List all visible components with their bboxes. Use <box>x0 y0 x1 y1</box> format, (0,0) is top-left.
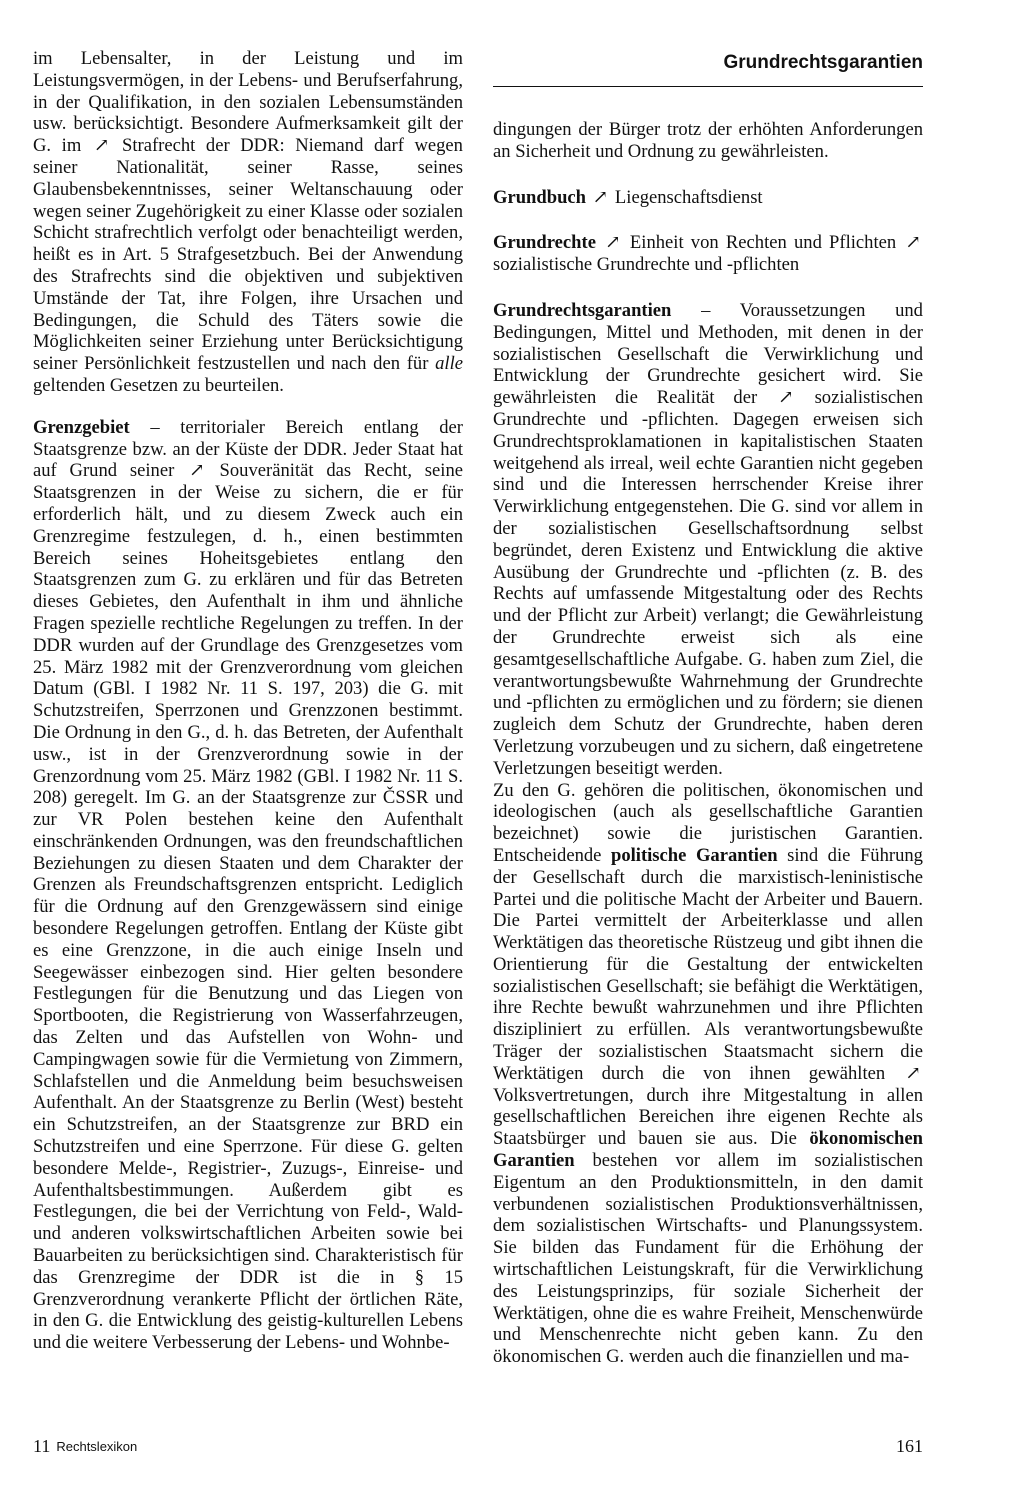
reference-arrow-icon: ↗ <box>93 135 110 157</box>
entry-term: Grundbuch <box>493 186 587 208</box>
bold-term: ökonomischen Garantien <box>493 1128 923 1172</box>
entry-grenzgebiet <box>33 417 463 1354</box>
paragraph-text-1: Zu den G. gehören die politischen, ökonomischen und ideologischen (auch als gesellschaftliche Garantien bezeichnet) sowie die juristischen Garantien. Entscheidende <box>493 779 923 866</box>
cross-reference: Volksvertretungen <box>493 1084 629 1106</box>
entry-term: Grenzgebiet <box>33 416 130 438</box>
paragraph-text-4: bestehen vor allem im sozialistischen Eigentum an den Produktionsmitteln, in den damit verbundenen sozialistischen Produktionsverhältnissen, dem sozialistischen Wirtschafts- und Planungssystem. Sie bilden das Fundament für die Erhöhung der wirtschaftlichen Leistungskraft, für die Verwirklichung des Leistungsprinzips, für soziale Sicherheit der Werktätigen, ohne die es wahre Freiheit, Menschenwürde und Menschenrechte nicht geben kann. Zu den ökonomischen G. werden auch die finanziellen und ma- <box>493 1150 923 1368</box>
paragraph-text-2: sind die Führung der Gesellschaft durch die marxistisch-leninistische Partei und die politische Macht der Arbeiter und Bauern. Die Partei vermittelt der Arbeiterklasse und allen Werktätigen das theoretische Rüstzeug und gibt ihnen die Orientierung für die Gestaltung der entwickelten sozialistischen Gesellschaft; sie befähigt die Werktätigen, ihre Rechte bewußt wahrzunehmen und ihre Pflichten diszipliniert zu erfüllen. Als verantwortungsbewußte Träger der sozialistischen Staatsmacht sichern die Werktätigen durch die von ihnen gewählten <box>493 844 923 1084</box>
reference-arrow-icon: ↗ <box>592 186 609 208</box>
entry-text-1: – Voraussetzungen und Bedingungen, Mittel und Methoden, mit denen in der sozialistischen Gesellschaft die Verwirklichung und Entwicklung der Grundrechte gesichert wird. Sie gewährleisten die Realität der <box>493 299 923 409</box>
cross-reference: Strafrecht der DDR <box>122 135 280 157</box>
right-column <box>493 119 923 1368</box>
page-number: 161 <box>896 1436 923 1456</box>
entry-grundrechtsgarantien <box>493 300 923 780</box>
continuation-paragraph: dingungen der Bürger trotz der erhöhten Anforderungen an Sicherheit und Ordnung zu gewährleisten. <box>493 119 923 162</box>
continuation-paragraph <box>33 48 463 397</box>
cross-reference: Einheit von Rechten und Pflichten <box>629 232 897 254</box>
footer-signature <box>33 1436 137 1457</box>
continuation-text-2: : Niemand darf wegen seiner Nationalität, seiner Rasse, seines Glaubensbekenntnisses, seiner Weltanschauung oder wegen seiner Zugehörigkeit zu einer Klasse oder sozialen Schicht strafrechtlich verfolgt oder benachteiligt werden, heißt es in Art. 5 Strafgesetzbuch. Bei der Anwendung des Strafrechts sind die objektiven und subjektiven Umstände der Tat, ihre Folgen, ihre Ursachen und Bedingungen, die Schuld des Täters sowie die Möglichkeiten seiner Erziehung unter Berücksichtigung seiner Persönlichkeit festzustellen und nach den für <box>33 135 463 375</box>
cross-reference: sozialistische Grundrechte und -pflichten <box>493 254 800 276</box>
continuation-text-3: geltenden Gesetzen zu beurteilen. <box>33 374 284 396</box>
entry-grundrechte <box>493 232 923 276</box>
entry-text-1: – territorialer Bereich entlang der Staatsgrenze bzw. an der Küste der DDR. Jeder Staat hat auf Grund seiner <box>33 416 463 482</box>
entry-text-2: . Dagegen erweisen sich Grundrechtsproklamationen in kapitalistischen Staaten weitgehend als irreal, weil echte Garantien nicht gegeben sind und die Interessen herrschender Kreise ihrer Verwirklichung entgegenstehen. Die G. sind vor allem in der sozialistischen Gesellschaftsordnung selbst begründet, deren Existenz und Entwicklung die aktive Ausübung der Grundrechte und -pflichten (z. B. des Rechts auf umfassende Mitgestaltung oder des Rechts und der Pflicht zur Arbeit) verlangt; die Gewährleistung der Grundrechte erweist sich als eine gesamtgesellschaftliche Aufgabe. G. haben zum Ziel, die verantwortungsbewußte Wahrnehmung der Grundrechte und -pflichten zu ermöglichen und zu fördern; sie dienen zugleich dem Schutz der Grundrechte, haben deren Verletzung vorzubeugen und zu sichern, daß eingetretene Verletzungen beseitigt werden. <box>493 408 923 779</box>
header-rule <box>493 86 923 87</box>
reference-arrow-icon: ↗ <box>189 460 205 482</box>
cross-reference: sozialistischen Grundrechte und -pflichten <box>493 387 924 430</box>
reference-arrow-icon: ↗ <box>905 232 921 254</box>
entry-term: Grundrechtsgarantien <box>493 299 672 321</box>
entry-text-2: das Recht, seine Staatsgrenzen in der Weise zu sichern, die er für erforderlich hält, und zu diesem Zweck auch ein Grenzregime festzulegen, d. h., einen bestimmten Bereich seines Hoheitsgebietes entlang den Staatsgrenzen zum G. zu erklären und für das Betreten dieses Gebietes, den Aufenthalt in ihm und ähnliche Fragen spezielle rechtliche Regelungen zu treffen. In der DDR wurden auf der Grundlage des Grenzgesetzes vom 25. März 1982 mit der Grenzverordnung vom gleichen Datum (GBl. I 1982 Nr. 11 S. 197, 203) die G. mit Schutzstreifen, Sperrzonen und Grenzzonen bestimmt. Die Ordnung in den G., d. h. das Betreten, der Aufenthalt usw., ist in der Grenzverordnung sowie in der Grenzordnung vom 25. März 1982 (GBl. I 1982 Nr. 11 S. 208) geregelt. Im G. an der Staatsgrenze zur ČSSR und zur VR Polen bestehen keine den Aufenthalt einschränkenden Ordnungen, was den freundschaftlichen Beziehungen zu diesen Staaten und dem Charakter der Grenzen als Freundschaftsgrenzen entspricht. Lediglich für die Ordnung auf den Grenzgewässern sind einige besondere Regelungen getroffen. Entlang der Küste gibt es eine Grenzzone, in die auch einige Inseln und Seegewässer einbezogen sind. Hier gelten besondere Festlegungen für die Benutzung und das Liegen von Sportbooten, die Registrierung von Wasserfahrzeugen, das Zelten und das Aufstellen von Wohn- und Campingwagen sowie für die Vermietung von Zimmern, Schlafstellen und die Anmeldung beim besuchsweisen Aufenthalt. An der Staatsgrenze zu Berlin (West) besteht ein Schutzstreifen, an der Staatsgrenze zur BRD ein Schutzstreifen und eine Sperrzone. Für diese G. gelten besondere Melde-, Registrier-, Zuzugs-, Einreise- und Aufenthaltsbestimmungen. Außerdem gibt es Festlegungen, die bei der Verrichtung von Feld-, Wald- und anderen volkswirtschaftlichen Arbeiten sowie bei Bauarbeiten zu berücksichtigen sind. Charakteristisch für das Grenzregime der DDR ist die in § 15 Grenzverordnung verankerte Pflicht der örtlichen Räte, in den G. die Entwicklung des geistig-kulturellen Lebens und die weitere Verbesserung der Lebens- und Wohnbe- <box>33 460 464 1354</box>
cross-reference: Souveränität <box>219 460 314 482</box>
reference-arrow-icon: ↗ <box>605 232 621 254</box>
entry-grundbuch <box>493 187 923 209</box>
left-column <box>33 48 463 1354</box>
cross-reference: Liegenschaftsdienst <box>614 186 763 208</box>
emphasis-text: alle <box>435 353 463 375</box>
imprint-label: Rechtslexikon <box>56 1439 138 1454</box>
running-header: Grundrechtsgarantien <box>723 52 923 73</box>
paragraph-text-3: , durch ihre Mitgestaltung in allen gesellschaftlichen Bereichen ihre eigenen Rechte als Staatsbürger und bauen sie aus. Die <box>493 1084 923 1150</box>
bold-term: politische Garantien <box>610 844 778 866</box>
signature-number: 11 <box>33 1436 51 1456</box>
entry-paragraph-2 <box>493 780 923 1369</box>
reference-arrow-icon: ↗ <box>778 387 794 409</box>
continuation-text-1: im Lebensalter, in der Leistung und im Leistungsvermögen, in der Lebens- und Berufserfahrung, in der Qualifikation, in den sozialen Lebensumständen usw. berücksichtigt. Besondere Aufmerksamkeit gilt der G. im <box>33 48 463 157</box>
reference-arrow-icon: ↗ <box>905 1062 921 1084</box>
entry-term: Grundrechte <box>493 232 596 254</box>
